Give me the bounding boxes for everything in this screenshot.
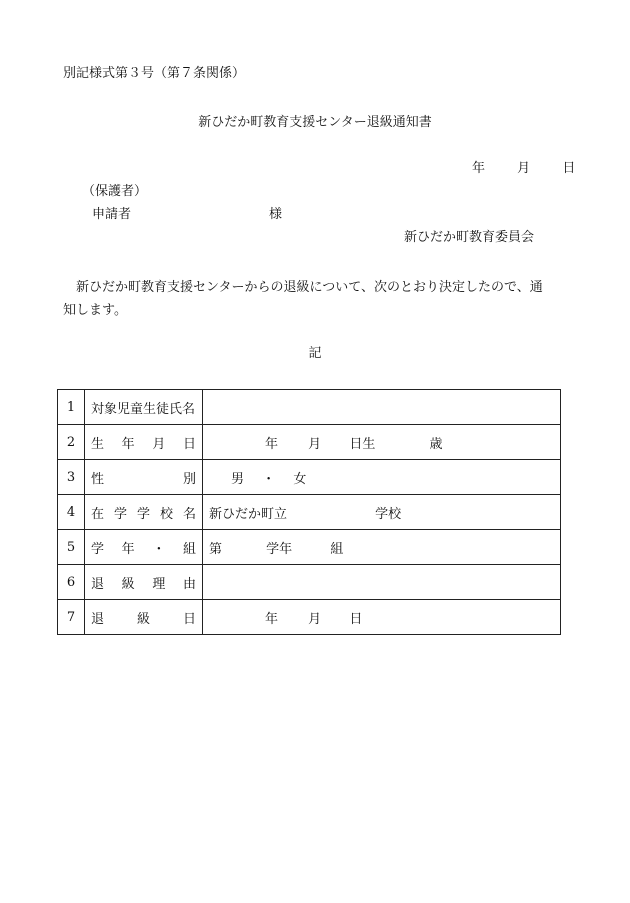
- row-label: 在 学 学 校 名: [85, 495, 203, 530]
- grade-class-field: [203, 530, 561, 565]
- table-row: [58, 565, 561, 600]
- date-year-label: 年: [472, 161, 486, 176]
- grade-prefix: 第: [209, 541, 223, 557]
- row-label: 対象児童生徒氏名: [85, 390, 203, 425]
- class-label: 組: [330, 541, 344, 557]
- gender-field: [203, 460, 561, 495]
- birth-day-label: 日生: [349, 436, 376, 452]
- table-row: [58, 495, 561, 530]
- row-number: 2: [58, 425, 85, 460]
- row-number: 5: [58, 530, 85, 565]
- row-label: 退 級 理 由: [85, 565, 203, 600]
- gender-male: 男: [231, 471, 245, 487]
- school-prefix: 新ひだか町立: [209, 506, 288, 522]
- row-number: 1: [58, 390, 85, 425]
- row-number: 6: [58, 565, 85, 600]
- table-row: [58, 390, 561, 425]
- notice-body: [63, 276, 573, 322]
- grade-label: 学年: [266, 541, 293, 557]
- honorific: 様: [269, 207, 283, 222]
- row-label: 性 別: [85, 460, 203, 495]
- date-line: [472, 161, 575, 177]
- row-label: 退 級 日: [85, 600, 203, 635]
- table-row: [58, 530, 561, 565]
- table-row: [58, 460, 561, 495]
- birthdate-field: [203, 425, 561, 460]
- gender-female: 女: [293, 471, 307, 487]
- notice-body-line-2: 知します。: [63, 303, 127, 318]
- row-number: 7: [58, 600, 85, 635]
- reason-field: [203, 565, 561, 600]
- birth-year-label: 年: [265, 436, 279, 452]
- notice-body-line-1: 新ひだか町教育支援センターからの退級について、次のとおり決定したので、通: [63, 280, 543, 295]
- row-number: 4: [58, 495, 85, 530]
- withdrawal-month-label: 月: [308, 611, 322, 627]
- issuer-name: 新ひだか町教育委員会: [404, 230, 535, 245]
- date-month-label: 月: [517, 161, 531, 176]
- birth-month-label: 月: [308, 436, 322, 452]
- student-name-field: [203, 390, 561, 425]
- school-field: [203, 495, 561, 530]
- document-title: 新ひだか町教育支援センター退級通知書: [198, 115, 432, 130]
- row-label: 学 年 ・ 組: [85, 530, 203, 565]
- table-row: [58, 600, 561, 635]
- school-suffix: 学校: [375, 506, 402, 522]
- withdrawal-day-label: 日: [349, 611, 363, 627]
- date-day-label: 日: [562, 161, 576, 176]
- withdrawal-date-field: [203, 600, 561, 635]
- table-row: [58, 425, 561, 460]
- row-label: 生 年 月 日: [85, 425, 203, 460]
- ki-heading: 記: [308, 346, 322, 361]
- gender-separator: ・: [262, 471, 276, 487]
- withdrawal-year-label: 年: [265, 611, 279, 627]
- row-number: 3: [58, 460, 85, 495]
- guardian-label: （保護者）: [82, 184, 148, 199]
- age-label: 歳: [429, 436, 443, 452]
- record-table: [57, 389, 561, 635]
- applicant-label: 申請者: [92, 207, 132, 222]
- form-number: 別記様式第３号（第７条関係）: [63, 66, 246, 81]
